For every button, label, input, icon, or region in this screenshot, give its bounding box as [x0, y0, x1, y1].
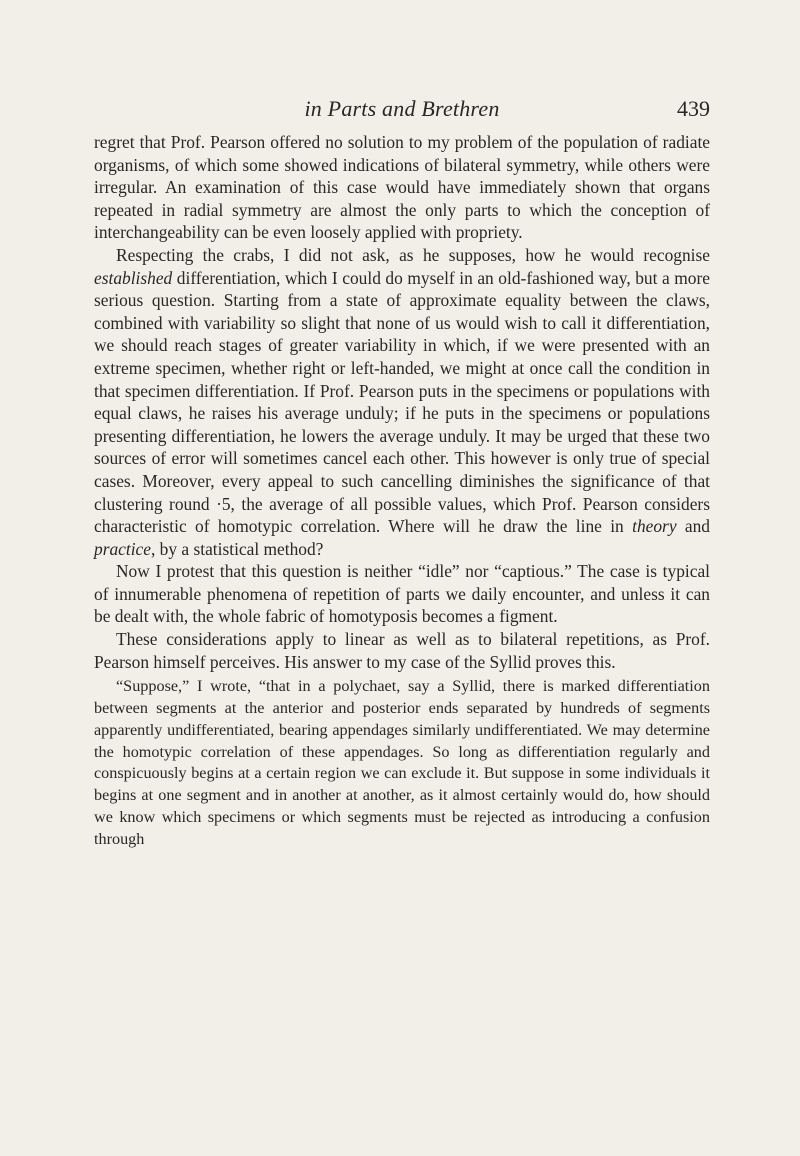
paragraph-2	[94, 244, 710, 560]
paragraph-2-text-a: Respecting the crabs, I did not ask, as he supposes, how he would recognise	[116, 244, 710, 265]
paragraph-4: These considerations apply to linear as well as to bilateral repetitions, as Prof. Pearson himself perceives. His answer to my case of the Syllid proves this.	[94, 629, 710, 672]
body-text	[94, 131, 710, 851]
page-header	[94, 96, 710, 128]
paragraph-2-text-g: , by a statistical method?	[150, 538, 324, 559]
emphasis-practice: practice	[94, 538, 151, 559]
emphasis-established: established	[94, 267, 173, 288]
running-title: in Parts and Brethren	[304, 96, 500, 121]
paragraph-2-text-e: and	[676, 516, 710, 537]
paragraph-2-text-c: differentiation, which I could do myself in an old-fashioned way, but a more serious question. Starting from a state of approximate equality between the claws, combined with variability so slight that none of us would wish to call it differentiation, we should reach stages of greater variability in which, if we were presented with an extreme specimen, whether right or left-handed, we might at once call the condition in that specimen differentiation. If Prof. Pearson puts in the specimens or populations with equal claws, he raises his average unduly; if he puts in the specimens or populations presenting differentiation, he lowers the average unduly. It may be urged that these two sources of error will sometimes cancel each other. This however is only true of special cases. Moreover, every appeal to such cancelling diminishes the significance of that clustering round ·5, the average of all possible values, which Prof. Pearson considers characteristic of homotypic correlation. Where will he draw the line in	[94, 267, 710, 537]
page-number: 439	[677, 96, 710, 121]
paragraph-1: regret that Prof. Pearson offered no solution to my problem of the population of radiate organisms, of which some showed indications of bilateral symmetry, while others were irregular. An examination of this case would have immediately shown that organs repeated in radial symmetry are almost the only parts to which the conception of interchangeability can be even loosely applied with propriety.	[94, 132, 710, 243]
paragraph-3: Now I protest that this question is neither “idle” nor “captious.” The case is typical of innumerable phenomena of repetition of parts we daily encounter, and unless it can be dealt with, the whole fabric of homotyposis becomes a figment.	[94, 561, 710, 627]
quotation-paragraph: “Suppose,” I wrote, “that in a polychaet, say a Syllid, there is marked differentiation between segments at the anterior and posterior ends separated by hundreds of segments apparently undifferentiated, bearing appendages similarly undifferentiated. We may determine the homotypic correlation of these appendages. So long as differentiation regularly and conspicuously begins at a certain region we can exclude it. But suppose in some individuals it begins at one segment and in another at another, as it almost certainly would do, how should we know which specimens or which segments must be rejected as introducing a confusion through	[94, 677, 710, 848]
emphasis-theory: theory	[632, 516, 677, 537]
